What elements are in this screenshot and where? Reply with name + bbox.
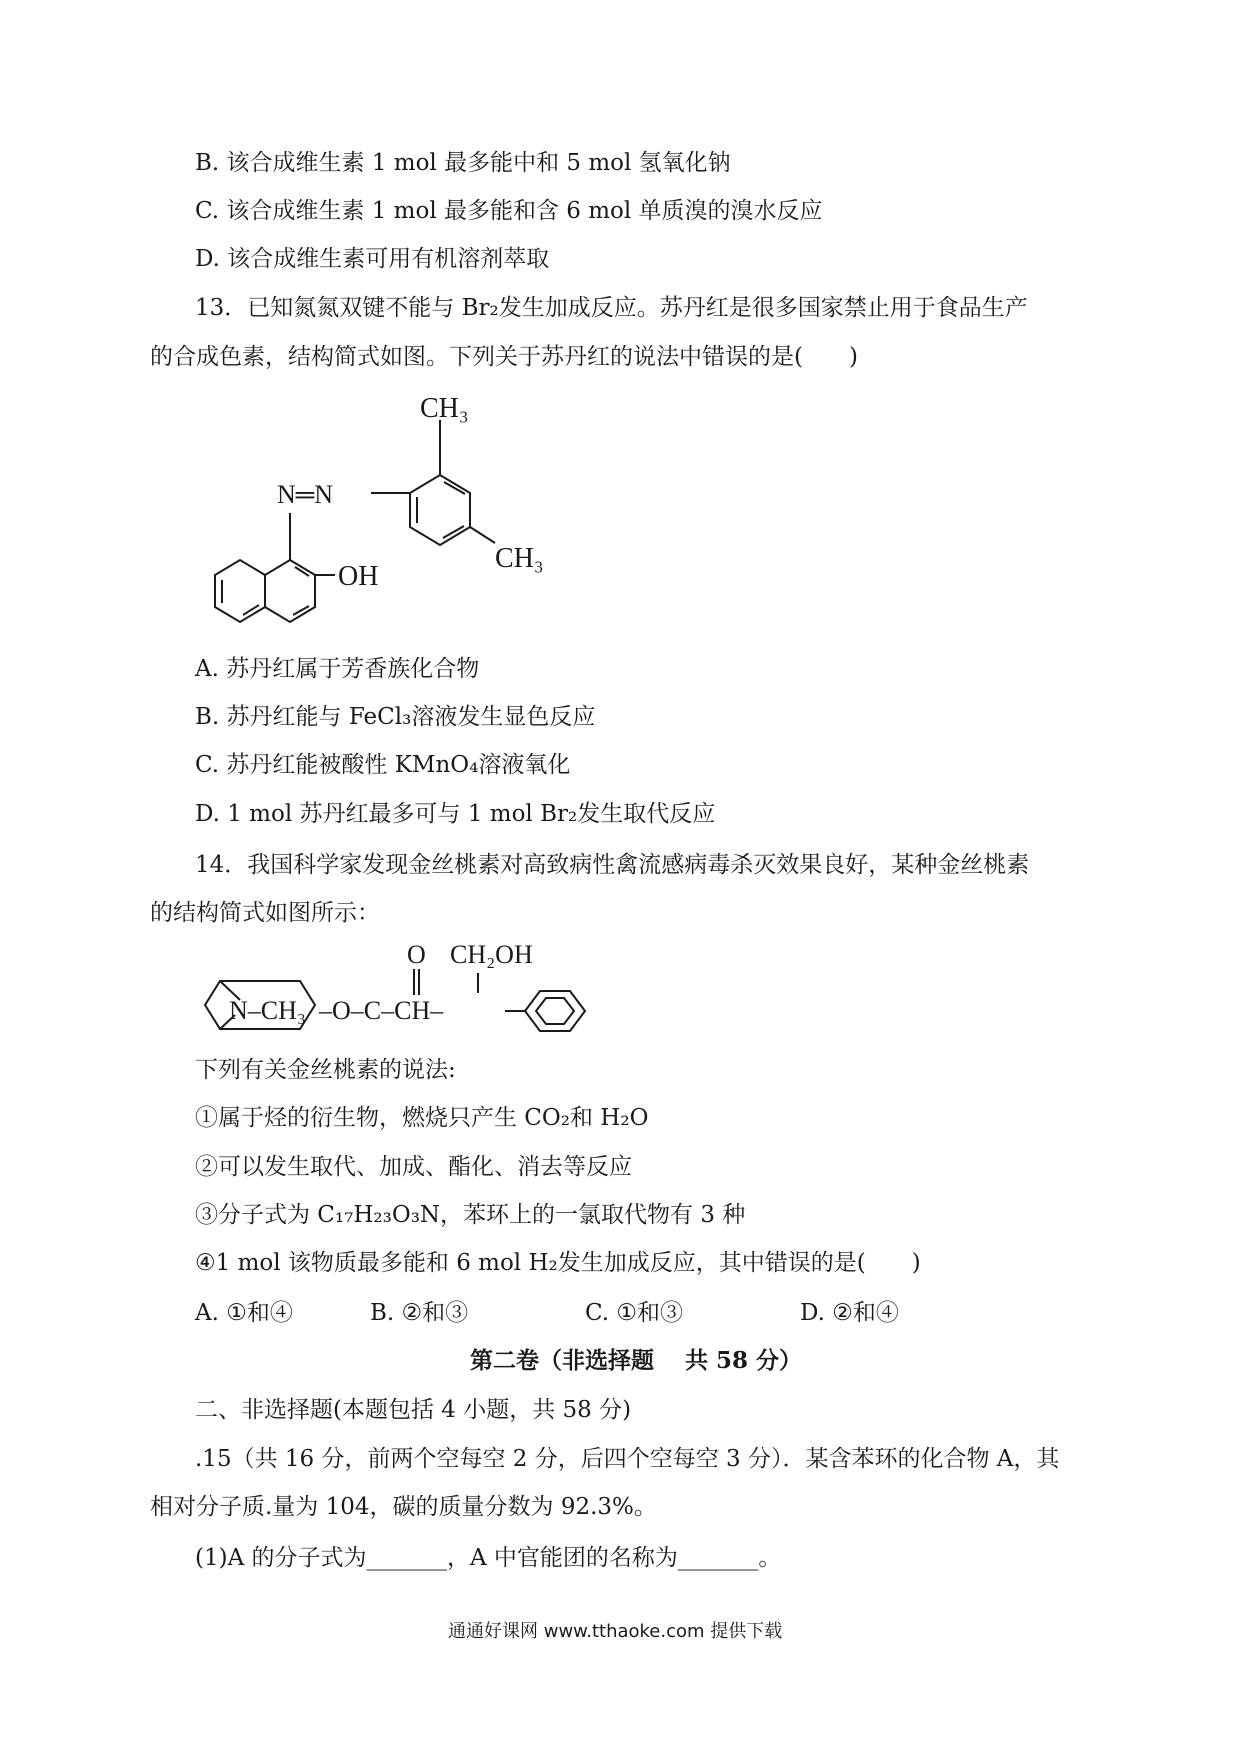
q14-option-c: C. ①和③ [585, 1300, 684, 1326]
q13-option-c: C. 苏丹红能被酸性 KMnO₄溶液氧化 [195, 752, 571, 778]
hypericin-ch2oh-label: CH₂OH [450, 940, 533, 969]
part2-title: 第二卷（非选择题 共 58 分） [470, 1347, 803, 1374]
q15-stem-line2: 相对分子质.量为 104，碳的质量分数为 92.3%。 [150, 1494, 657, 1520]
part2-section-heading: 二、非选择题(本题包括 4 小题，共 58 分) [195, 1397, 632, 1423]
sudan-ch3-top-label: CH₃ [420, 393, 469, 424]
q13-option-a: A. 苏丹红属于芳香族化合物 [195, 656, 480, 682]
q12-option-c: C. 该合成维生素 1 mol 最多能和含 6 mol 单质溴的溴水反应 [195, 198, 823, 224]
q12-option-d: D. 该合成维生素可用有机溶剂萃取 [195, 246, 550, 272]
q15-subquestion-1: (1)A 的分子式为_______，A 中官能团的名称为_______。 [195, 1545, 782, 1571]
q13-stem-line1: 13．已知氮氮双键不能与 Br₂发生加成反应。苏丹红是很多国家禁止用于食品生产 [195, 295, 1028, 321]
q14-options-row [195, 1298, 995, 1328]
q13-option-b: B. 苏丹红能与 FeCl₃溶液发生显色反应 [195, 704, 596, 730]
q14-statement-1: ①属于烃的衍生物，燃烧只产生 CO₂和 H₂O [195, 1105, 649, 1131]
q13-option-d: D. 1 mol 苏丹红最多可与 1 mol Br₂发生取代反应 [195, 801, 716, 827]
sudan-red-structure [195, 385, 575, 665]
hypericin-chain-label: –O–C–CH– [319, 996, 444, 1025]
hypericin-o-top-label: O [407, 940, 426, 969]
q14-stem-line2: 的结构简式如图所示： [150, 900, 380, 926]
q14-option-d: D. ②和④ [800, 1300, 899, 1326]
hypericin-structure [195, 935, 595, 1045]
q12-option-b: B. 该合成维生素 1 mol 最多能中和 5 mol 氢氧化钠 [195, 150, 731, 176]
q14-option-a: A. ①和④ [195, 1300, 293, 1326]
sudan-azo-label: N═N [277, 480, 333, 509]
q14-stem-line1: 14．我国科学家发现金丝桃素对高致病性禽流感病毒杀灭效果良好，某种金丝桃素 [195, 852, 1030, 878]
footer-credit: 通通好课网 www.tthaoke.com 提供下载 [448, 1621, 783, 1642]
q14-statement-4: ④1 mol 该物质最多能和 6 mol H₂发生加成反应，其中错误的是( ) [195, 1250, 921, 1276]
q14-option-b: B. ②和③ [370, 1300, 469, 1326]
sudan-oh-label: OH [338, 561, 379, 592]
hypericin-n-ch3-label: N–CH₃ [229, 996, 306, 1025]
q14-statement-2: ②可以发生取代、加成、酯化、消去等反应 [195, 1154, 632, 1180]
q14-intro: 下列有关金丝桃素的说法: [195, 1057, 456, 1083]
q15-stem-line1: .15（共 16 分，前两个空每空 2 分，后四个空每空 3 分）．某含苯环的化合物 A，其 [195, 1446, 1060, 1472]
sudan-ch3-right-label: CH₃ [495, 543, 544, 574]
q14-statement-3: ③分子式为 C₁₇H₂₃O₃N，苯环上的一氯取代物有 3 种 [195, 1202, 746, 1228]
q13-stem-line2: 的合成色素，结构简式如图。下列关于苏丹红的说法中错误的是( ) [150, 344, 858, 370]
